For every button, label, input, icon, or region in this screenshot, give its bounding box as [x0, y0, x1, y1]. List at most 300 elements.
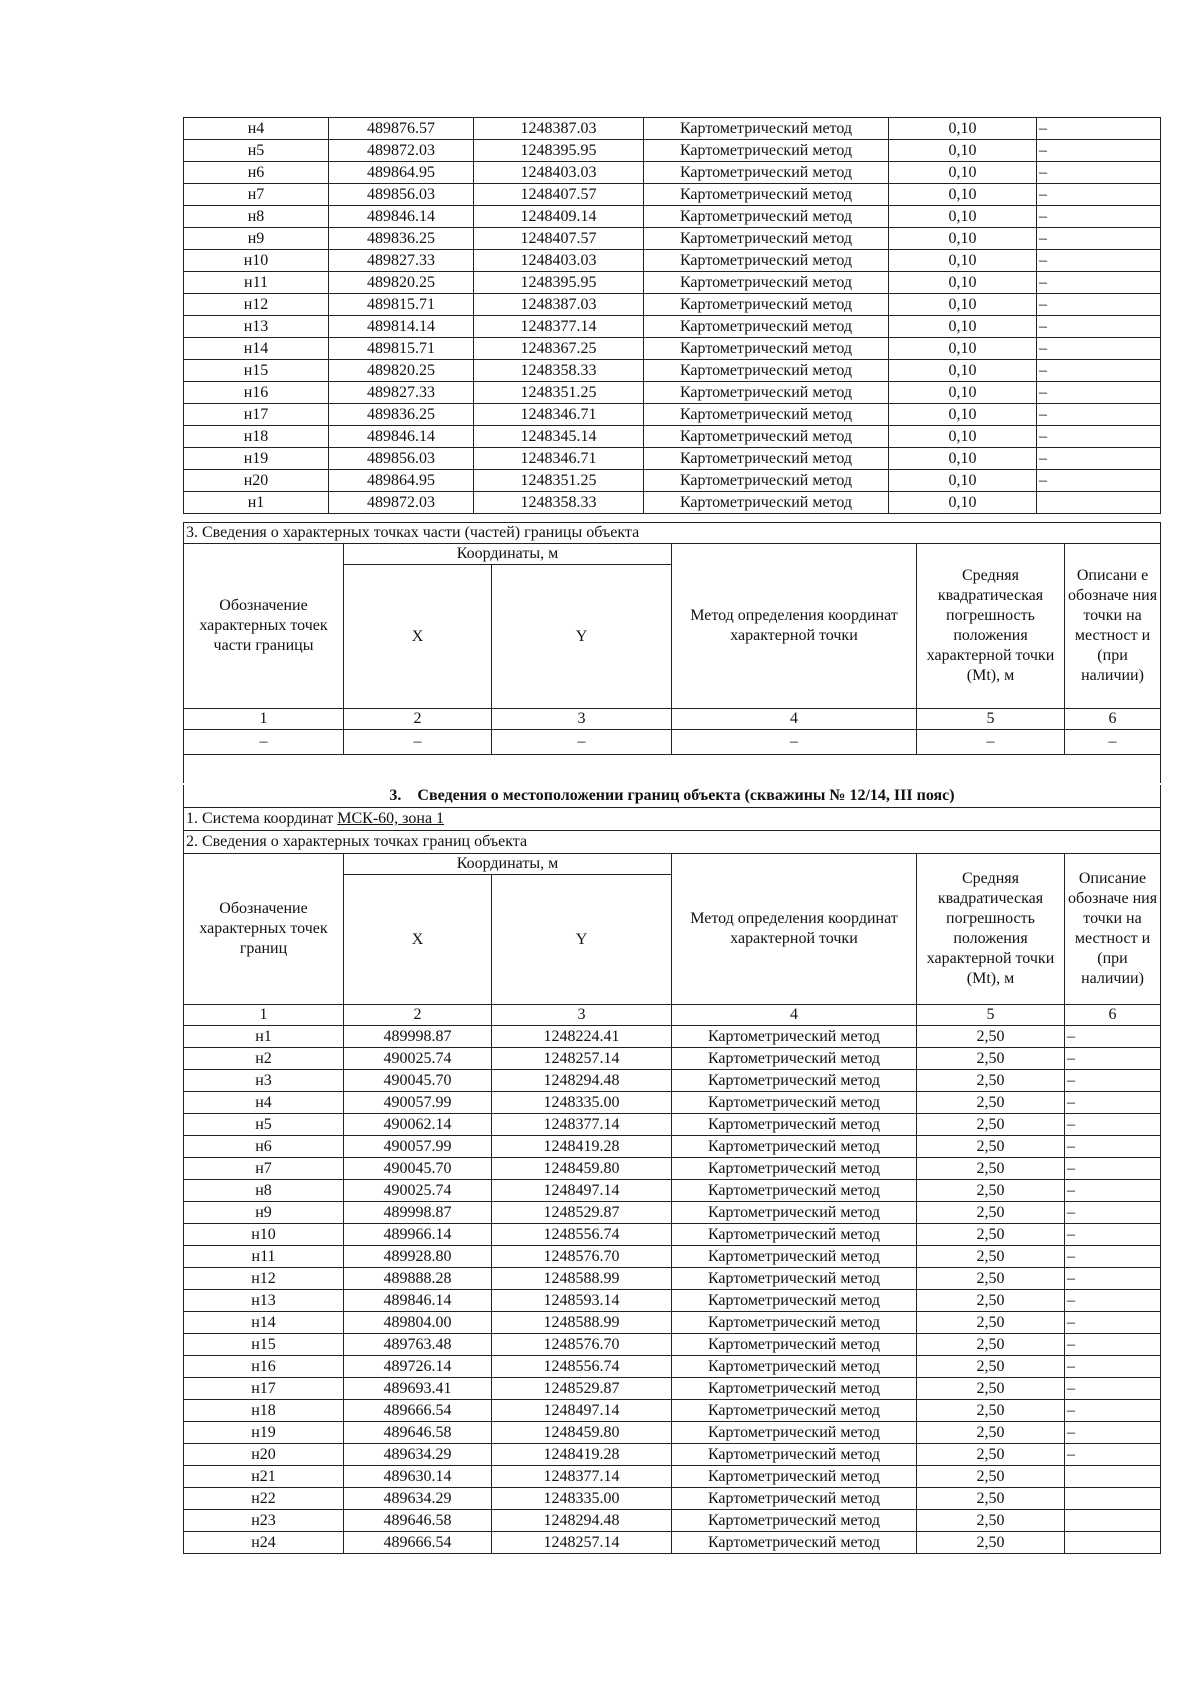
table-row: [184, 338, 1161, 360]
coord-x: 490045.70: [344, 1070, 492, 1092]
coord-y: 1248351.25: [474, 382, 644, 404]
table-row: [184, 382, 1161, 404]
point-designation: н7: [184, 1158, 344, 1180]
table-row: [184, 228, 1161, 250]
point-designation: н14: [184, 338, 329, 360]
error-value: 0,10: [889, 118, 1037, 140]
coord-y: 1248409.14: [474, 206, 644, 228]
column-number: 6: [1065, 1005, 1161, 1026]
table-row: [184, 1158, 1161, 1180]
point-designation: н10: [184, 1224, 344, 1246]
error-value: 0,10: [889, 382, 1037, 404]
method: Картометрический метод: [644, 492, 889, 514]
coord-x: 489814.14: [329, 316, 474, 338]
point-designation: н9: [184, 228, 329, 250]
coord-y: 1248377.14: [492, 1114, 672, 1136]
coord-y: 1248346.71: [474, 404, 644, 426]
point-designation: н18: [184, 1400, 344, 1422]
point-designation: н6: [184, 1136, 344, 1158]
error-value: 2,50: [917, 1466, 1065, 1488]
coord-x: 489815.71: [329, 294, 474, 316]
coord-x: 489872.03: [329, 140, 474, 162]
coord-x: 489888.28: [344, 1268, 492, 1290]
table-row: [184, 492, 1161, 514]
error-value: 2,50: [917, 1202, 1065, 1224]
coord-y: 1248529.87: [492, 1202, 672, 1224]
point-designation: н15: [184, 360, 329, 382]
method: Картометрический метод: [672, 1312, 917, 1334]
coord-y: 1248294.48: [492, 1070, 672, 1092]
coord-x: 489864.95: [329, 162, 474, 184]
coord-y: 1248224.41: [492, 1026, 672, 1048]
method: Картометрический метод: [672, 1356, 917, 1378]
description: [1065, 1488, 1161, 1510]
table-row: [184, 272, 1161, 294]
coord-x: 489876.57: [329, 118, 474, 140]
column-numbers-row: [184, 709, 1161, 730]
method: Картометрический метод: [672, 1224, 917, 1246]
method: Картометрический метод: [672, 1026, 917, 1048]
description: [1065, 1510, 1161, 1532]
coord-x: 489666.54: [344, 1532, 492, 1554]
coord-y: 1248419.28: [492, 1136, 672, 1158]
description: –: [1065, 1444, 1161, 1466]
method: Картометрический метод: [644, 316, 889, 338]
point-designation: н23: [184, 1510, 344, 1532]
table-row: [184, 1180, 1161, 1202]
coord-y: 1248351.25: [474, 470, 644, 492]
method: Картометрический метод: [672, 1048, 917, 1070]
method: Картометрический метод: [644, 338, 889, 360]
point-designation: н15: [184, 1334, 344, 1356]
coord-x: 489666.54: [344, 1400, 492, 1422]
method: Картометрический метод: [672, 1158, 917, 1180]
coord-x: 489836.25: [329, 404, 474, 426]
coord-y: 1248403.03: [474, 162, 644, 184]
method: Картометрический метод: [672, 1246, 917, 1268]
coord-y: 1248576.70: [492, 1246, 672, 1268]
coord-y: 1248346.71: [474, 448, 644, 470]
error-value: 2,50: [917, 1400, 1065, 1422]
table-row: [184, 1026, 1161, 1048]
error-value: 0,10: [889, 338, 1037, 360]
coord-y: 1248588.99: [492, 1268, 672, 1290]
point-designation: н19: [184, 1422, 344, 1444]
table-row: [184, 1488, 1161, 1510]
coord-y: 1248556.74: [492, 1356, 672, 1378]
point-designation: н2: [184, 1048, 344, 1070]
method: Картометрический метод: [644, 118, 889, 140]
column-number: 6: [1065, 709, 1161, 730]
description: –: [1037, 360, 1161, 382]
method: Картометрический метод: [644, 470, 889, 492]
error-value: 2,50: [917, 1422, 1065, 1444]
method: Картометрический метод: [672, 1092, 917, 1114]
coord-y: 1248576.70: [492, 1334, 672, 1356]
point-designation: н5: [184, 1114, 344, 1136]
coord-y: 1248588.99: [492, 1312, 672, 1334]
table-row: [184, 1422, 1161, 1444]
point-designation: н14: [184, 1312, 344, 1334]
coord-y: 1248407.57: [474, 228, 644, 250]
description: –: [1065, 1136, 1161, 1158]
method: Картометрический метод: [672, 1180, 917, 1202]
header-coordinates: Координаты, м: [344, 544, 672, 565]
column-number: 2: [344, 1005, 492, 1026]
error-value: 2,50: [917, 1290, 1065, 1312]
description: –: [1065, 1378, 1161, 1400]
coord-y: 1248345.14: [474, 426, 644, 448]
coord-y: 1248387.03: [474, 294, 644, 316]
error-value: 0,10: [889, 448, 1037, 470]
parts-table: [183, 522, 1161, 783]
error-value: 0,10: [889, 404, 1037, 426]
point-designation: н8: [184, 206, 329, 228]
coord-y: 1248459.80: [492, 1422, 672, 1444]
table-row: [184, 1246, 1161, 1268]
description: –: [1037, 382, 1161, 404]
coord-x: 489815.71: [329, 338, 474, 360]
description: –: [1065, 1026, 1161, 1048]
table-row: [184, 1356, 1161, 1378]
coord-x: 490057.99: [344, 1092, 492, 1114]
error-value: 2,50: [917, 1532, 1065, 1554]
coord-x: 489836.25: [329, 228, 474, 250]
error-value: 2,50: [917, 1224, 1065, 1246]
section3-heading-text: Сведения о местоположении границ объекта (скважины № 12/14, III пояс): [417, 787, 955, 804]
point-designation: н24: [184, 1532, 344, 1554]
point-designation: н17: [184, 404, 329, 426]
coord-x: 489646.58: [344, 1510, 492, 1532]
point-designation: н16: [184, 382, 329, 404]
error-value: 2,50: [917, 1246, 1065, 1268]
error-value: 2,50: [917, 1048, 1065, 1070]
coord-x: 489998.87: [344, 1202, 492, 1224]
points-section-title: 2. Сведения о характерных точках границ объекта: [184, 831, 1161, 854]
error-value: 2,50: [917, 1026, 1065, 1048]
error-value: 0,10: [889, 206, 1037, 228]
description: –: [1065, 1422, 1161, 1444]
description: –: [1065, 1400, 1161, 1422]
column-number: 1: [184, 709, 344, 730]
header-coordinates: Координаты, м: [344, 854, 672, 875]
table-row: [184, 404, 1161, 426]
point-designation: н17: [184, 1378, 344, 1400]
coord-x: 489827.33: [329, 382, 474, 404]
coord-y: 1248593.14: [492, 1290, 672, 1312]
method: Картометрический метод: [672, 1532, 917, 1554]
description: –: [1037, 162, 1161, 184]
description: –: [1037, 470, 1161, 492]
coord-x: 489864.95: [329, 470, 474, 492]
error-value: 2,50: [917, 1136, 1065, 1158]
method: Картометрический метод: [672, 1378, 917, 1400]
table-row: [184, 118, 1161, 140]
error-value: 2,50: [917, 1444, 1065, 1466]
point-designation: н11: [184, 1246, 344, 1268]
table-row: [184, 1400, 1161, 1422]
description: –: [1065, 1114, 1161, 1136]
error-value: 2,50: [917, 1510, 1065, 1532]
description: –: [1065, 1070, 1161, 1092]
description: –: [1037, 118, 1161, 140]
method: Картометрический метод: [644, 140, 889, 162]
error-value: 0,10: [889, 316, 1037, 338]
method: Картометрический метод: [644, 206, 889, 228]
column-number: 1: [184, 1005, 344, 1026]
error-value: 0,10: [889, 492, 1037, 514]
error-value: 2,50: [917, 1312, 1065, 1334]
coord-x: 489827.33: [329, 250, 474, 272]
error-value: 2,50: [917, 1378, 1065, 1400]
column-number: 3: [492, 709, 672, 730]
coord-x: 489804.00: [344, 1312, 492, 1334]
point-designation: н10: [184, 250, 329, 272]
error-value: 0,10: [889, 360, 1037, 382]
method: Картометрический метод: [644, 382, 889, 404]
table-row: [184, 1334, 1161, 1356]
coord-x: 489693.41: [344, 1378, 492, 1400]
method: Картометрический метод: [672, 1444, 917, 1466]
column-number: 4: [672, 709, 917, 730]
coord-x: 489763.48: [344, 1334, 492, 1356]
coord-x: 489646.58: [344, 1422, 492, 1444]
header-y: Y: [492, 875, 672, 1005]
column-number: 4: [672, 1005, 917, 1026]
coordinate-system: [184, 808, 1161, 831]
coord-y: 1248403.03: [474, 250, 644, 272]
table-row: [184, 206, 1161, 228]
description: –: [1037, 448, 1161, 470]
error-value: 0,10: [889, 294, 1037, 316]
coord-x: 489634.29: [344, 1488, 492, 1510]
empty-cell: –: [1065, 730, 1161, 755]
error-value: 0,10: [889, 426, 1037, 448]
method: Картометрический метод: [644, 426, 889, 448]
table-row: [184, 1092, 1161, 1114]
point-designation: н6: [184, 162, 329, 184]
column-number: 2: [344, 709, 492, 730]
table-row: [184, 294, 1161, 316]
header-x: X: [344, 875, 492, 1005]
coord-y: 1248459.80: [492, 1158, 672, 1180]
coord-y: 1248257.14: [492, 1532, 672, 1554]
coord-y: 1248419.28: [492, 1444, 672, 1466]
point-designation: н5: [184, 140, 329, 162]
table-row: [184, 1268, 1161, 1290]
description: –: [1037, 228, 1161, 250]
point-designation: н12: [184, 294, 329, 316]
method: Картометрический метод: [644, 360, 889, 382]
section3-points-body: [184, 1026, 1161, 1554]
error-value: 0,10: [889, 140, 1037, 162]
table-row: [184, 1466, 1161, 1488]
method: Картометрический метод: [644, 162, 889, 184]
description: –: [1037, 250, 1161, 272]
point-designation: н1: [184, 492, 329, 514]
point-designation: н20: [184, 470, 329, 492]
coord-y: 1248377.14: [474, 316, 644, 338]
table-row: [184, 1202, 1161, 1224]
table-row: [184, 1510, 1161, 1532]
coord-y: 1248358.33: [474, 492, 644, 514]
point-designation: н20: [184, 1444, 344, 1466]
coord-x: 489820.25: [329, 272, 474, 294]
description: –: [1037, 316, 1161, 338]
coord-x: 489856.03: [329, 184, 474, 206]
empty-cell: –: [492, 730, 672, 755]
error-value: 2,50: [917, 1070, 1065, 1092]
coord-y: 1248407.57: [474, 184, 644, 206]
coord-x: 489846.14: [329, 206, 474, 228]
point-designation: н18: [184, 426, 329, 448]
table-row: [184, 1290, 1161, 1312]
coord-x: 490045.70: [344, 1158, 492, 1180]
coordinate-system-value: МСК-60, зона 1: [337, 810, 445, 827]
coord-x: 490057.99: [344, 1136, 492, 1158]
coord-y: 1248395.95: [474, 140, 644, 162]
header-y: Y: [492, 565, 672, 709]
point-designation: н4: [184, 1092, 344, 1114]
method: Картометрический метод: [672, 1202, 917, 1224]
error-value: 2,50: [917, 1268, 1065, 1290]
table-row: [184, 448, 1161, 470]
coord-x: 489966.14: [344, 1224, 492, 1246]
point-designation: н12: [184, 1268, 344, 1290]
description: –: [1065, 1290, 1161, 1312]
column-number: 5: [917, 1005, 1065, 1026]
points-table-body: [184, 118, 1161, 514]
table-row: [184, 1136, 1161, 1158]
header-description: Описание обозначе ния точки на местност и (при наличии): [1065, 854, 1161, 1005]
description: –: [1065, 1048, 1161, 1070]
description: –: [1037, 338, 1161, 360]
coord-y: 1248377.14: [492, 1466, 672, 1488]
error-value: 0,10: [889, 184, 1037, 206]
coord-x: 489634.29: [344, 1444, 492, 1466]
point-designation: н9: [184, 1202, 344, 1224]
method: Картометрический метод: [644, 294, 889, 316]
description: –: [1065, 1356, 1161, 1378]
method: Картометрический метод: [672, 1114, 917, 1136]
error-value: 2,50: [917, 1180, 1065, 1202]
header-description: Описани е обозначе ния точки на местност и (при наличии): [1065, 544, 1161, 709]
error-value: 0,10: [889, 228, 1037, 250]
description: –: [1037, 140, 1161, 162]
method: Картометрический метод: [644, 250, 889, 272]
description: –: [1037, 184, 1161, 206]
header-x: X: [344, 565, 492, 709]
coord-x: 489846.14: [329, 426, 474, 448]
description: –: [1065, 1158, 1161, 1180]
description: [1065, 1532, 1161, 1554]
points-table-continuation: [183, 117, 1161, 514]
coord-x: 489820.25: [329, 360, 474, 382]
coord-y: 1248294.48: [492, 1510, 672, 1532]
point-designation: н13: [184, 316, 329, 338]
point-designation: н22: [184, 1488, 344, 1510]
method: Картометрический метод: [644, 184, 889, 206]
table-row: [184, 1048, 1161, 1070]
error-value: 0,10: [889, 470, 1037, 492]
method: Картометрический метод: [672, 1334, 917, 1356]
error-value: 2,50: [917, 1488, 1065, 1510]
method: Картометрический метод: [644, 272, 889, 294]
header-error: Средняя квадратическая погрешность положения характерной точки (Mt), м: [917, 544, 1065, 709]
coord-x: 489846.14: [344, 1290, 492, 1312]
table-row: [184, 184, 1161, 206]
coord-x: 489998.87: [344, 1026, 492, 1048]
header-method: Метод определения координат характерной точки: [672, 854, 917, 1005]
point-designation: н1: [184, 1026, 344, 1048]
table-row: [184, 360, 1161, 382]
coord-x: 490062.14: [344, 1114, 492, 1136]
coord-x: 489872.03: [329, 492, 474, 514]
table-row: [184, 140, 1161, 162]
coord-y: 1248556.74: [492, 1224, 672, 1246]
coord-y: 1248497.14: [492, 1180, 672, 1202]
section3-heading: [184, 785, 1161, 808]
coord-y: 1248335.00: [492, 1488, 672, 1510]
table-row: [184, 1070, 1161, 1092]
empty-cell: –: [917, 730, 1065, 755]
description: –: [1065, 1202, 1161, 1224]
description: –: [1065, 1312, 1161, 1334]
section3-heading-number: 3.: [389, 787, 402, 804]
method: Картометрический метод: [672, 1268, 917, 1290]
coord-x: 490025.74: [344, 1048, 492, 1070]
column-number: 5: [917, 709, 1065, 730]
method: Картометрический метод: [644, 448, 889, 470]
table-row: [184, 1532, 1161, 1554]
method: Картометрический метод: [672, 1290, 917, 1312]
coord-y: 1248529.87: [492, 1378, 672, 1400]
description: [1037, 492, 1161, 514]
description: –: [1037, 404, 1161, 426]
coord-x: 489726.14: [344, 1356, 492, 1378]
point-designation: н16: [184, 1356, 344, 1378]
table-row: [184, 426, 1161, 448]
table-row: [184, 1224, 1161, 1246]
point-designation: н21: [184, 1466, 344, 1488]
empty-cell: –: [184, 730, 344, 755]
description: –: [1037, 272, 1161, 294]
empty-row: [184, 730, 1161, 755]
point-designation: н7: [184, 184, 329, 206]
description: –: [1065, 1224, 1161, 1246]
error-value: 0,10: [889, 162, 1037, 184]
description: –: [1037, 206, 1161, 228]
coord-y: 1248335.00: [492, 1092, 672, 1114]
spacer-cell: [184, 755, 1161, 784]
coord-y: 1248395.95: [474, 272, 644, 294]
empty-cell: –: [344, 730, 492, 755]
table-row: [184, 1444, 1161, 1466]
point-designation: н8: [184, 1180, 344, 1202]
description: –: [1065, 1334, 1161, 1356]
description: –: [1065, 1268, 1161, 1290]
column-numbers-row: [184, 1005, 1161, 1026]
empty-cell: –: [672, 730, 917, 755]
point-designation: н3: [184, 1070, 344, 1092]
coord-x: 489856.03: [329, 448, 474, 470]
header-method: Метод определения координат характерной точки: [672, 544, 917, 709]
table-row: [184, 1114, 1161, 1136]
description: –: [1037, 294, 1161, 316]
method: Картометрический метод: [644, 228, 889, 250]
coord-y: 1248497.14: [492, 1400, 672, 1422]
coord-x: 489630.14: [344, 1466, 492, 1488]
